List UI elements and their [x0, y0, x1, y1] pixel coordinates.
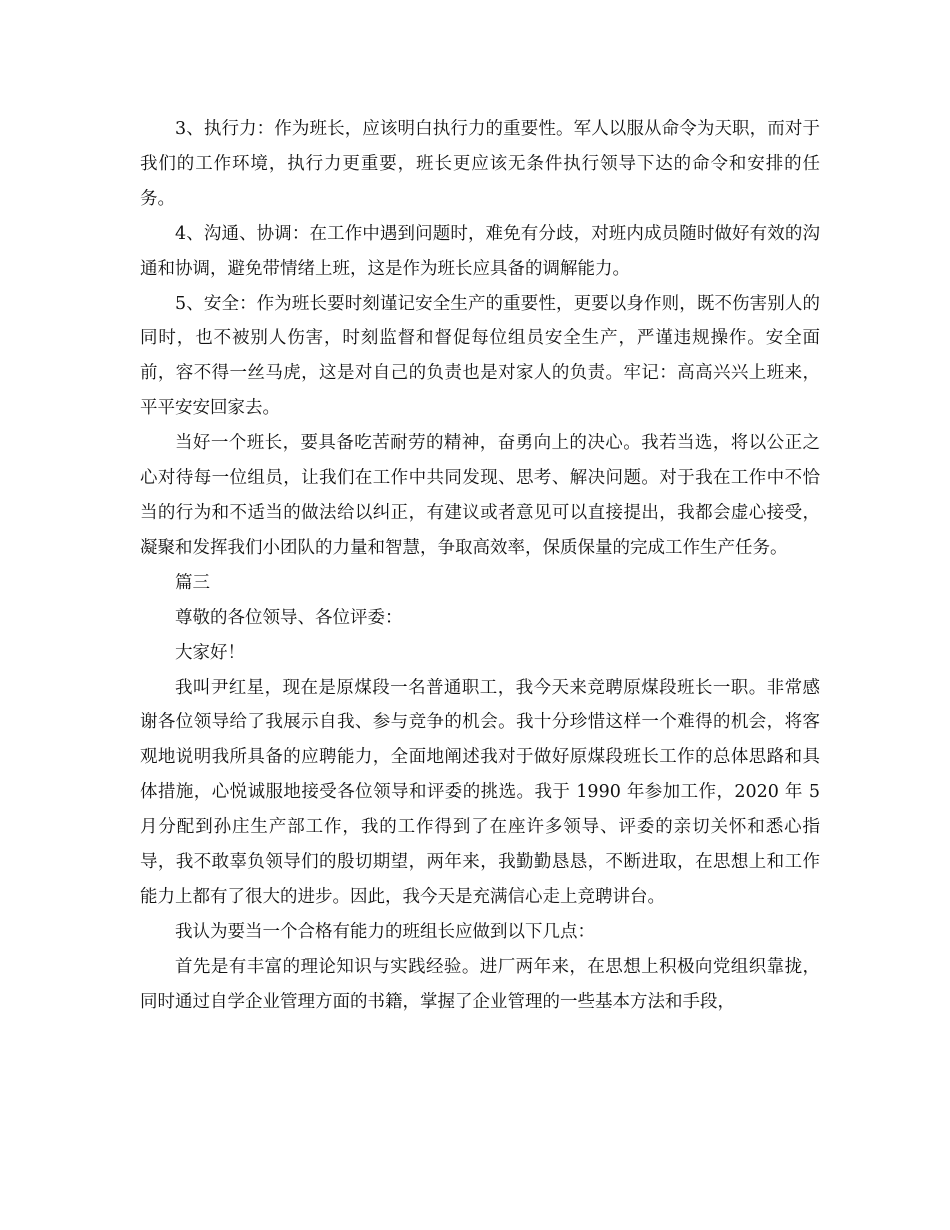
paragraph-safety: 5、安全：作为班长要时刻谨记安全生产的重要性，更要以身作则，既不伤害别人的同时，也不被别人伤害，时刻监督和督促每位组员安全生产，严谨违规操作。安全面前，容不得一丝马虎，这是对自己的负责也是对家人的负责。牢记：高高兴兴上班来，平平安安回家去。 [140, 293, 820, 419]
document-body [140, 112, 820, 1020]
paragraph-first-point: 首先是有丰富的理论知识与实践经验。进厂两年来，在思想上积极向党组织靠拢，同时通过自学企业管理方面的书籍，掌握了企业管理的一些基本方法和手段， [140, 956, 820, 1012]
paragraph-introduction: 我叫尹红星，现在是原煤段一名普通职工，我今天来竞聘原煤段班长一职。非常感谢各位领导给了我展示自我、参与竞争的机会。我十分珍惜这样一个难得的机会，将客观地说明我所具备的应聘能力，全面地阐述我对于做好原煤段班长工作的总体思路和具体措施，心悦诚服地接受各位领导和评委的挑选。我于 1990 年参加工作，2020 年 5 月分配到孙庄生产部工作，我的工作得到了在座许多领导、评委的亲切关怀和悉心指导，我不敢辜负领导们的殷切期望，两年来，我勤勤恳恳，不断进取，在思想上和工作能力上都有了很大的进步。因此，我今天是充满信心走上竞聘讲台。 [140, 677, 820, 907]
paragraph-points-intro: 我认为要当一个合格有能力的班组长应做到以下几点： [175, 921, 595, 942]
salutation: 尊敬的各位领导、各位评委： [175, 607, 403, 628]
paragraph-execution: 3、执行力：作为班长，应该明白执行力的重要性。军人以服从命令为天职，而对于我们的工作环境，执行力更重要，班长更应该无条件执行领导下达的命令和安排的任务。 [140, 119, 820, 209]
section-heading: 篇三 [175, 572, 210, 593]
paragraph-commitment: 当好一个班长，要具备吃苦耐劳的精神，奋勇向上的决心。我若当选，将以公正之心对待每一位组员，让我们在工作中共同发现、思考、解决问题。对于我在工作中不恰当的行为和不适当的做法给以纠正，有建议或者意见可以直接提出，我都会虚心接受，凝聚和发挥我们小团队的力量和智慧，争取高效率，保质保量的完成工作生产任务。 [140, 433, 820, 558]
greeting: 大家好！ [175, 642, 245, 663]
paragraph-communication: 4、沟通、协调：在工作中遇到问题时，难免有分歧，对班内成员随时做好有效的沟通和协调，避免带情绪上班，这是作为班长应具备的调解能力。 [140, 223, 820, 279]
